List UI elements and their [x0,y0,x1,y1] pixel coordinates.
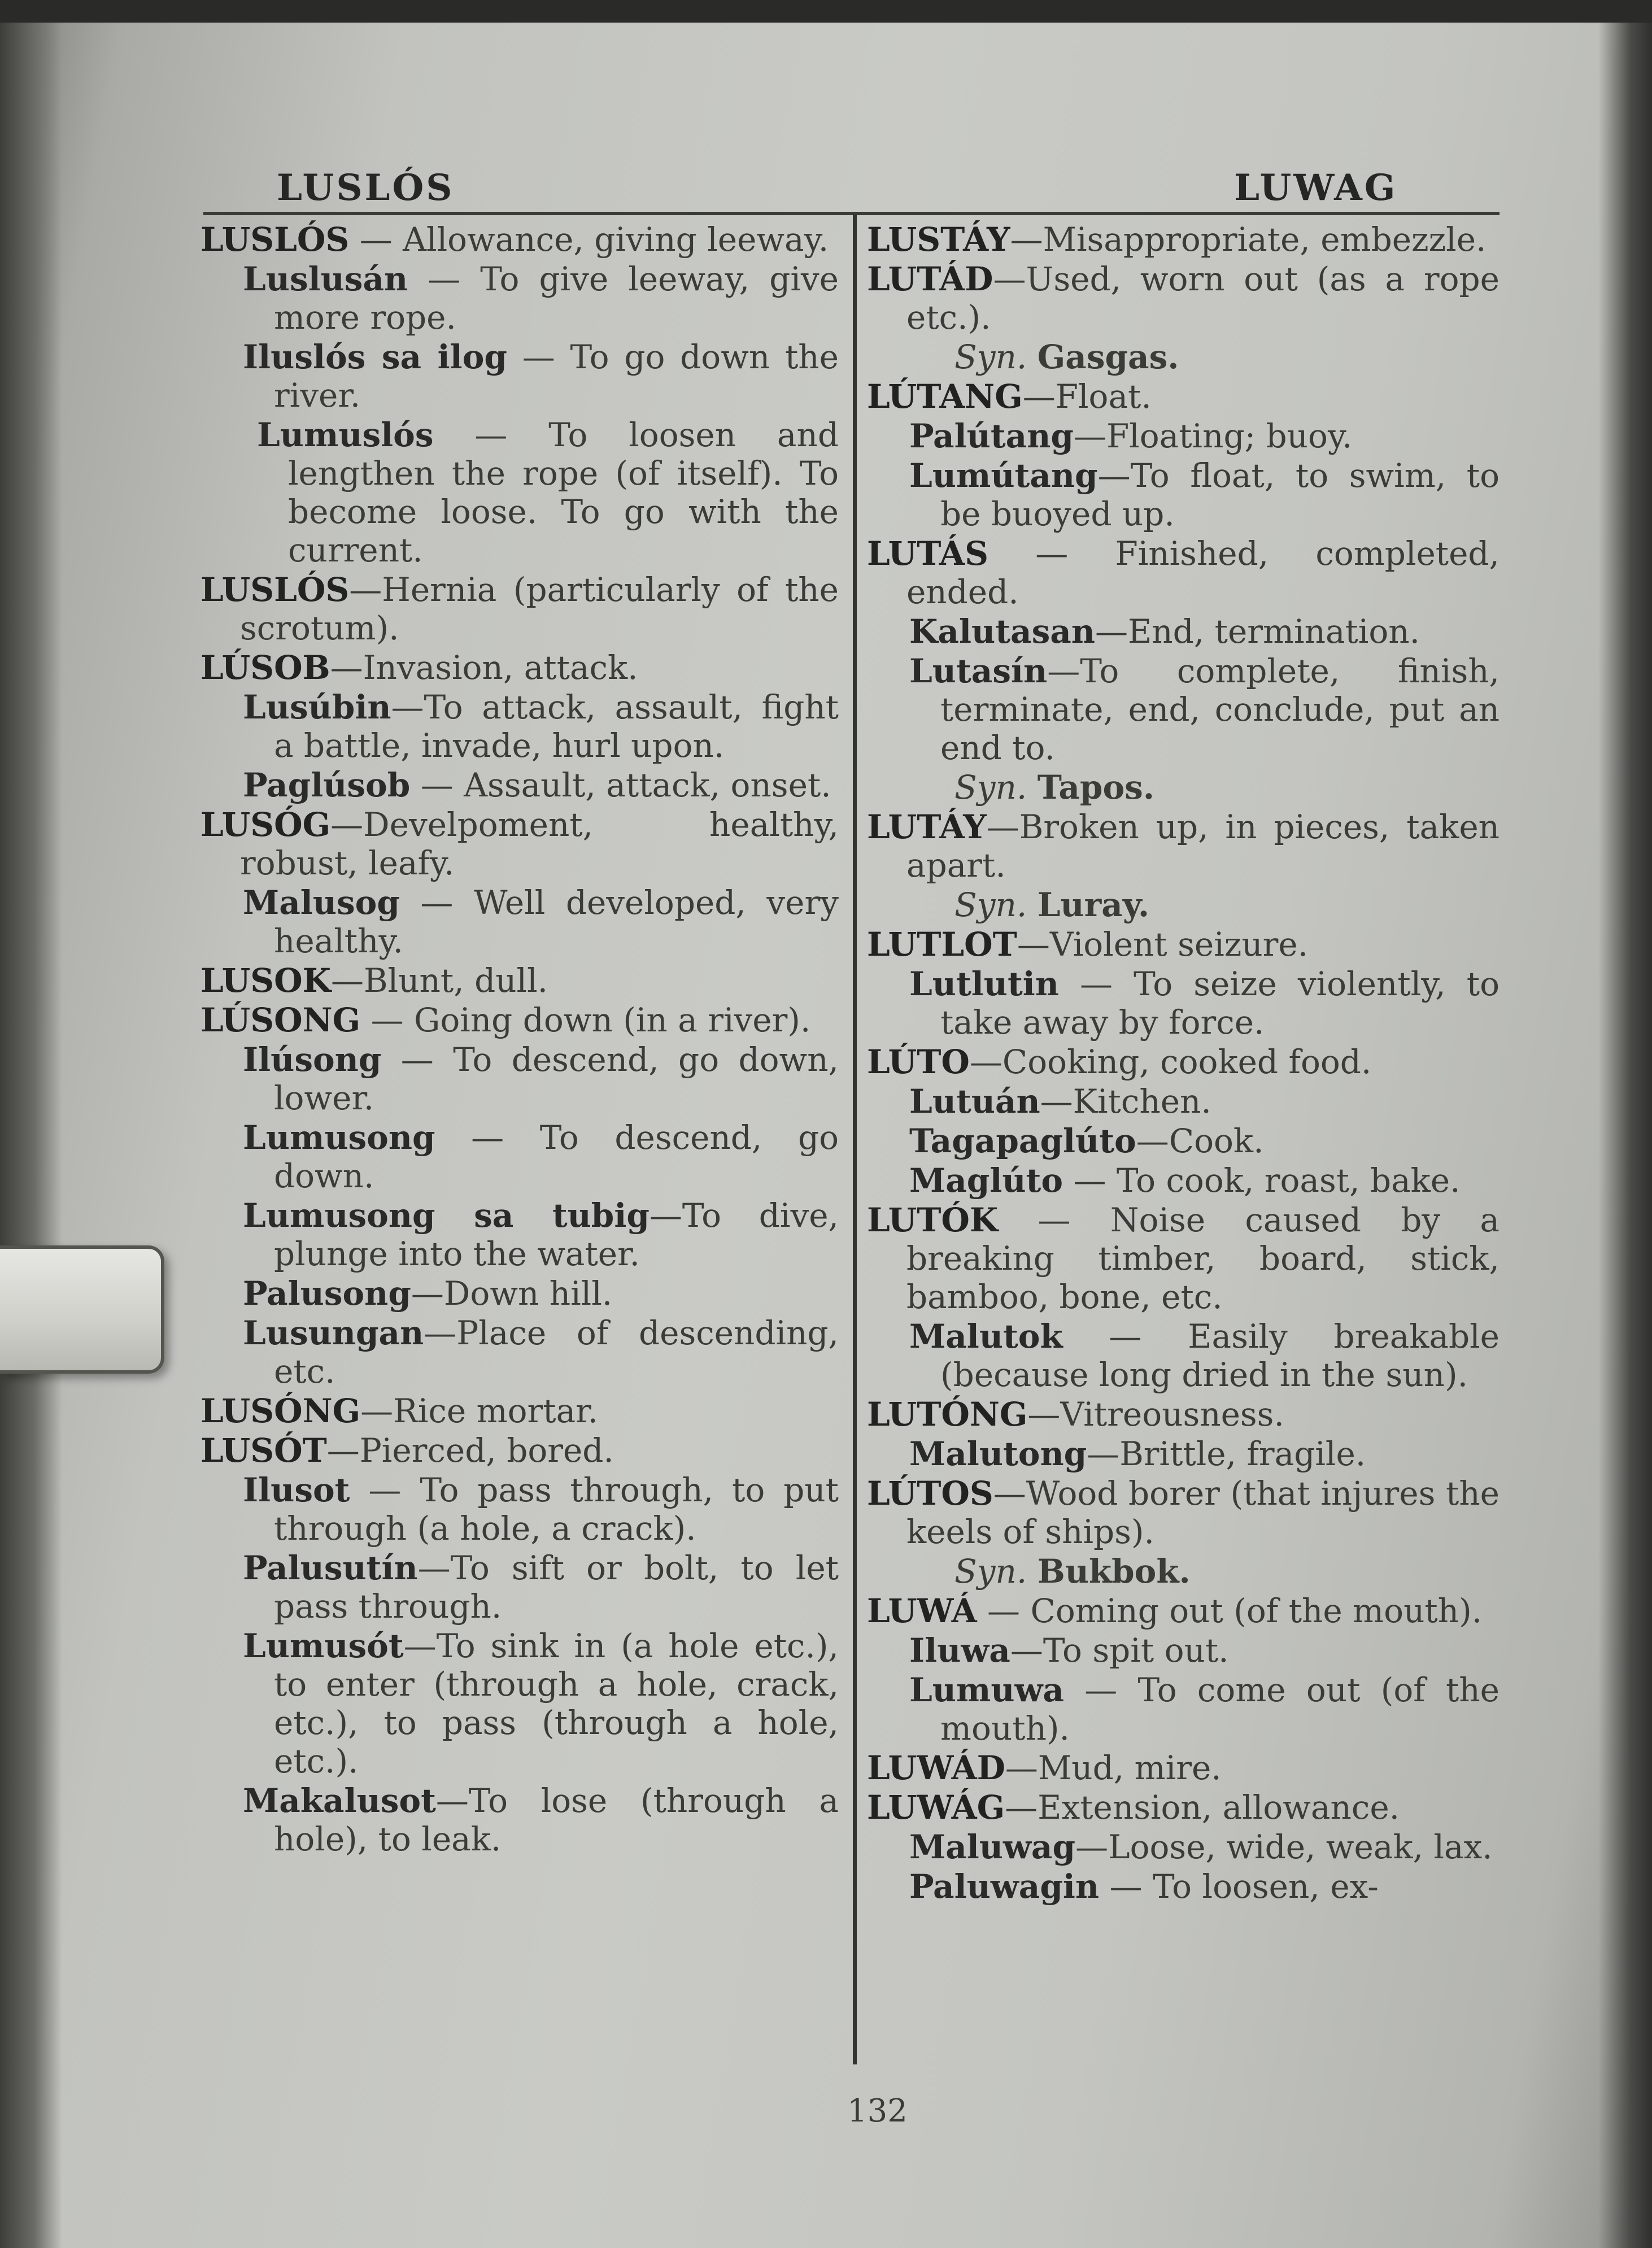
subentry-word: Lusungan [243,1314,424,1352]
dictionary-entry [867,220,1500,259]
subentry-word: Malutok [909,1317,1063,1356]
synonym-label: Syn. [954,768,1027,807]
dictionary-subentry [200,1549,839,1626]
definition: —To sink in (a hole etc.), to enter (through a hole, crack, etc.), to pass (through a hole, etc.). [274,1627,839,1780]
dictionary-subentry [867,1671,1500,1748]
definition: — To loosen, ex- [1099,1867,1379,1906]
headword: LUSÓG [200,805,331,844]
book-spine-shadow [0,23,62,2248]
dictionary-page [0,23,1652,2248]
definition: —Wood borer (that injures the keels of ships). [906,1474,1500,1551]
dictionary-entry [200,1392,839,1430]
definition: — Easily breakable (because long dried in the sun). [940,1317,1500,1394]
dictionary-subentry [200,260,839,337]
definition: —Invasion, attack. [330,648,638,687]
dictionary-subentry [200,1196,839,1273]
headword: LUTÁD [867,260,993,298]
dictionary-entry [867,1395,1500,1434]
definition: — Assault, attack, onset. [410,766,831,804]
definition: — Allowance, giving leeway. [349,220,829,259]
definition: —Kitchen. [1040,1082,1211,1121]
subentry-word: Luslusán [243,260,408,298]
headword: LUSÓT [200,1431,327,1470]
dictionary-subentry [200,1274,839,1313]
synonym-word: Bukbok. [1037,1552,1191,1591]
subentry-word: Maluwag [909,1828,1076,1866]
running-head-left: LUSLÓS [277,167,455,209]
definition: —Down hill. [411,1274,613,1313]
subentry-word: Lumusong sa tubig [243,1196,650,1235]
synonym-label: Syn. [954,886,1027,924]
definition: —Vitreousness. [1027,1395,1284,1434]
page-number: 132 [847,2093,908,2129]
subentry-word: Maglúto [909,1161,1063,1200]
headword: LUTÁY [867,808,987,846]
definition: —Broken up, in pieces, taken apart. [906,808,1500,885]
dictionary-subentry [867,1435,1500,1473]
definition: —To spit out. [1010,1631,1229,1670]
dictionary-subentry [867,1828,1500,1866]
definition: — Noise caused by a breaking timber, board, stick, bamboo, bone, etc. [906,1201,1500,1316]
column-divider [853,215,857,2064]
definition: —Mud, mire. [1005,1749,1222,1787]
definition: —Used, worn out (as a rope etc.). [906,260,1500,337]
subentry-word: Lusúbin [243,688,391,726]
dictionary-entry [867,377,1500,416]
subentry-word: Malutong [909,1435,1087,1473]
headword: LUTÓNG [867,1395,1028,1434]
definition: —Loose, wide, weak, lax. [1075,1828,1493,1866]
definition: —Extension, allowance. [1005,1788,1400,1827]
dictionary-subentry [200,1118,839,1195]
subentry-word: Palútang [909,417,1074,455]
dictionary-entry [867,260,1500,337]
headword: LUWÁ [867,1592,977,1630]
synonym-line [867,1552,1500,1591]
definition: —To lose (through a hole), to leak. [274,1781,839,1858]
definition: — Finished, completed, ended. [906,534,1500,611]
dictionary-entry [200,648,839,687]
dictionary-entry [867,1474,1500,1551]
synonym-word: Gasgas. [1037,338,1179,376]
dictionary-subentry [200,1471,839,1548]
dictionary-subentry [200,1781,839,1858]
subentry-word: Palusutín [243,1549,418,1587]
subentry-word: Kalutasan [909,612,1095,651]
subentry-word: Lumusót [243,1627,404,1665]
definition: —To attack, assault, fight a battle, invade, hurl upon. [274,688,839,765]
definition: —Develpoment, healthy, robust, leafy. [240,805,839,882]
synonym-line [867,886,1500,924]
dictionary-subentry [867,612,1500,651]
subentry-word: Lumútang [909,456,1098,495]
dictionary-entry [867,808,1500,885]
definition: — Well developed, very healthy. [274,883,839,960]
dictionary-subentry [200,766,839,804]
subentry-word: Lutasín [909,652,1048,690]
headword: LUWÁD [867,1749,1005,1787]
dictionary-entry [200,570,839,647]
subentry-word: Malusog [243,883,400,922]
dictionary-entry [200,961,839,1000]
dictionary-subentry [200,688,839,765]
definition: —Pierced, bored. [326,1431,614,1470]
dictionary-subentry [867,1867,1500,1906]
right-column [867,220,1500,1907]
dictionary-subentry [200,338,839,415]
bookmark-tab[interactable] [0,1245,164,1374]
subentry-word: Ilusot [243,1471,350,1509]
header-rule [203,212,1500,215]
definition: —Brittle, fragile. [1087,1435,1366,1473]
headword: LÚSOB [200,648,330,687]
headword: LUSLÓS [200,220,350,259]
definition: —Misappropriate, embezzle. [1010,220,1487,259]
definition: — To loosen and lengthen the rope (of itself). To become loose. To go with the current. [288,416,839,569]
subentry-word: Paglúsob [243,766,411,804]
subentry-word: Paluwagin [909,1867,1100,1906]
dictionary-entry [867,1592,1500,1630]
dictionary-subentry [867,1317,1500,1394]
definition: —Cook. [1136,1122,1264,1160]
dictionary-entry [867,1201,1500,1316]
definition: — To seize violently, to take away by force. [940,965,1500,1042]
synonym-word: Tapos. [1037,768,1155,807]
running-head-right: LUWAG [1234,167,1398,209]
headword: LUWÁG [867,1788,1005,1827]
definition: —Float. [1022,377,1152,416]
definition: —To sift or bolt, to let pass through. [274,1549,839,1626]
definition: —End, termination. [1095,612,1420,651]
headword: LUSTÁY [867,220,1010,259]
headword: LÚTANG [867,377,1023,416]
definition: — Going down (in a river). [360,1001,811,1039]
dictionary-subentry [200,416,839,569]
headword: LÚTO [867,1043,970,1081]
definition: —Blunt, dull. [331,961,548,1000]
synonym-line [867,338,1500,376]
definition: —To dive, plunge into the water. [274,1196,839,1273]
dictionary-subentry [200,1314,839,1391]
dictionary-entry [867,1043,1500,1081]
dictionary-subentry [867,456,1500,533]
subentry-word: Makalusot [243,1781,436,1820]
page-edge-shadow [1598,23,1652,2248]
definition: — To cook, roast, bake. [1063,1161,1461,1200]
dictionary-entry [867,1788,1500,1827]
dictionary-subentry [200,1040,839,1117]
subentry-word: Palusong [243,1274,411,1313]
subentry-word: Iluwa [909,1631,1010,1670]
headword: LUSÓNG [200,1392,361,1430]
subentry-word: Ilúsong [243,1040,382,1079]
dictionary-subentry [200,883,839,960]
dictionary-entry [867,1749,1500,1787]
definition: — To descend, go down. [274,1118,839,1195]
synonym-word: Luray. [1037,886,1150,924]
definition: —To float, to swim, to be buoyed up. [940,456,1500,533]
dictionary-subentry [867,1082,1500,1121]
dictionary-entry [200,220,839,259]
definition: —To complete, finish, terminate, end, conclude, put an end to. [940,652,1500,767]
subentry-word: Lutlutin [909,965,1059,1003]
synonym-label: Syn. [954,338,1027,376]
definition: —Violent seizure. [1017,925,1309,964]
headword: LÚSONG [200,1001,361,1039]
headword: LUTÁS [867,534,989,573]
definition: — To pass through, to put through (a hole, a crack). [274,1471,839,1548]
headword: LUSLÓS [200,570,350,609]
definition: — To come out (of the mouth). [940,1671,1500,1748]
definition: — To go down the river. [274,338,839,415]
dictionary-subentry [867,965,1500,1042]
dictionary-subentry [867,652,1500,767]
definition: — To give leeway, give more rope. [274,260,839,337]
subentry-word: Lumuwa [909,1671,1064,1709]
headword: LUSOK [200,961,332,1000]
definition: —Rice mortar. [360,1392,598,1430]
dictionary-subentry [867,1161,1500,1200]
definition: —Place of descending, etc. [274,1314,839,1391]
subentry-word: Lutuán [909,1082,1040,1121]
dictionary-entry [200,805,839,882]
dictionary-entry [200,1001,839,1039]
definition: —Hernia (particularly of the scrotum). [240,570,839,647]
definition: —Cooking, cooked food. [969,1043,1372,1081]
headword: LUTÓK [867,1201,999,1239]
subentry-word: Lumuslós [257,416,434,454]
synonym-label: Syn. [954,1552,1027,1591]
dictionary-subentry [867,1122,1500,1160]
subentry-word: Iluslós sa ilog [243,338,507,376]
definition: — Coming out (of the mouth). [977,1592,1483,1630]
dictionary-subentry [867,417,1500,455]
definition: — To descend, go down, lower. [274,1040,839,1117]
subentry-word: Tagapaglúto [909,1122,1136,1160]
synonym-line [867,768,1500,807]
dictionary-entry [200,1431,839,1470]
left-column [200,220,839,1859]
headword: LÚTOS [867,1474,993,1513]
headword: LUTLOT [867,925,1017,964]
subentry-word: Lumusong [243,1118,435,1157]
dictionary-subentry [200,1627,839,1780]
dictionary-entry [867,534,1500,611]
dictionary-subentry [867,1631,1500,1670]
dictionary-entry [867,925,1500,964]
definition: —Floating; buoy. [1073,417,1353,455]
